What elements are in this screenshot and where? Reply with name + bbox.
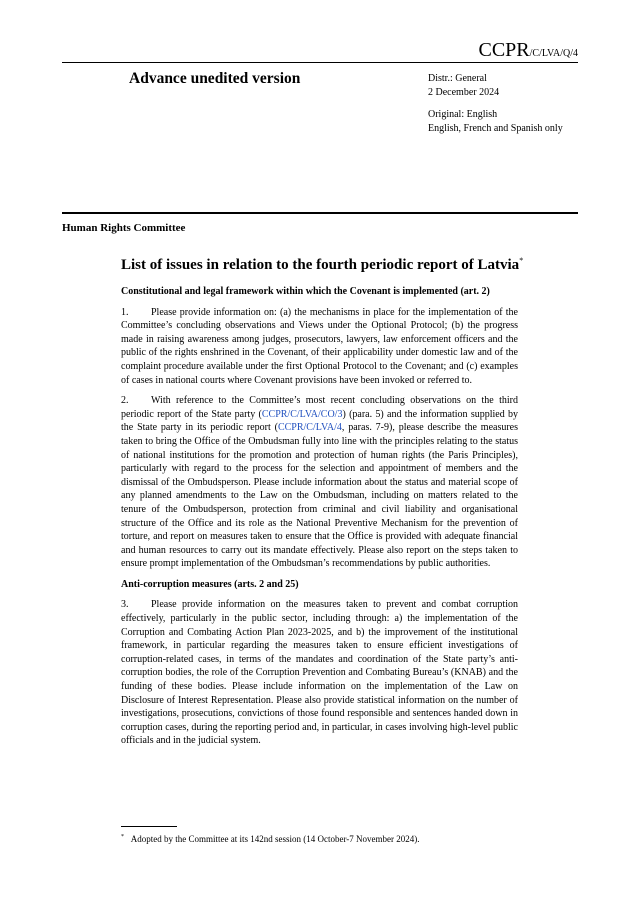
languages: English, French and Spanish only bbox=[428, 123, 563, 134]
symbol-main: CCPR bbox=[478, 39, 530, 61]
paragraph-text: Please provide information on: (a) the mechanisms in place for the implementation of the Committee’s concluding observations and Views under the Optional Protocol; (b) the progress made in raising awareness among judges, prosecutors, lawyers, law enforcement officers and the public of the rights enshrined in the Covenant, of their applicability under domestic law and of the complaint procedure available under the first Optional Protocol to the Covenant; and (c) examples of cases in national courts where Covenant provisions have been invoked or referred to. bbox=[121, 306, 518, 386]
document-date: 2 December 2024 bbox=[428, 87, 500, 98]
paragraph-3 bbox=[121, 598, 518, 748]
header-rule bbox=[62, 62, 578, 63]
title-footnote-mark[interactable]: * bbox=[519, 256, 524, 265]
distribution-block bbox=[428, 72, 563, 136]
paragraph-number: 2. bbox=[121, 395, 129, 407]
section-heading-anti-corruption: Anti-corruption measures (arts. 2 and 25) bbox=[121, 578, 299, 590]
paragraph-number: 1. bbox=[121, 306, 129, 318]
paragraph-2 bbox=[121, 394, 518, 571]
distribution-type: Distr.: General bbox=[428, 73, 487, 84]
document-symbol bbox=[478, 40, 578, 64]
link-ccpr-c-lva-co-3[interactable]: CCPR/C/LVA/CO/3 bbox=[261, 408, 343, 420]
paragraph-1 bbox=[121, 306, 518, 388]
original-language: Original: English bbox=[428, 109, 498, 120]
footnote-rule bbox=[121, 826, 177, 827]
header-thick-rule bbox=[62, 212, 578, 214]
paragraph-text: Please provide information on the measures taken to prevent and combat corruption effectively, particularly in the public sector, including through: a) the implementation of the Corruption and Combating Action Plan 2023-2025, and b) the improvement of the institutional framework, in particular regarding the measures taken to ensure efficient investigations of corruption-related cases, in terms of the mandates and coordination of the State party’s anti-corruption bodies, the role of the Corruption Prevention and Combating Bureau’s (KNAB) and the funding of these bodies. Please include information on the implementation of the Law on Disclosure of Interest Representation. Please also provide statistical information on the number of investigations, prosecutions, convictions of those found responsible and sentences handed down in corruption cases, during the reporting period and, in particular, in cases involving high-level public officials and in the judicial system. bbox=[121, 599, 518, 747]
paragraph-number: 3. bbox=[121, 599, 129, 611]
footnote-text: Adopted by the Committee at its 142nd session (14 October-7 November 2024). bbox=[130, 834, 420, 844]
document-body bbox=[121, 285, 518, 755]
page-title bbox=[121, 256, 523, 274]
footnote-mark: * bbox=[121, 834, 124, 840]
paragraph-text: With reference to the Committee’s most recent concluding observations on the third periodic report of the State party ( bbox=[121, 395, 518, 420]
footnote bbox=[121, 831, 420, 845]
symbol-sub: /C/LVA/Q/4 bbox=[529, 48, 578, 59]
committee-name: Human Rights Committee bbox=[62, 222, 186, 234]
paragraph-text: , paras. 7-9), please describe the measures taken to bring the Office of the Ombudsman fully into line with the principles relating to the status of national institutions for the promotion and protection of human rights (the Paris Principles), particularly with regard to the process for the selection and appointment of members and the dismissal of the Ombudsperson. Please include information about the status and material scope of any planned amendments to the Law on the Ombudsman, including on matters related to the tenure of the Ombudsperson, protection from criminal and civil liability and organisational structure of the Office and its role as the National Preventive Mechanism for the prevention of torture, and report on measures taken to ensure that the Office is provided with adequate financial and human resources to carry out its mandate effectively. Please also report on the steps taken to ensure prompt implementation of the Ombudsman’s recommendations by public authorities. bbox=[121, 422, 518, 570]
link-ccpr-c-lva-4[interactable]: CCPR/C/LVA/4 bbox=[277, 422, 342, 434]
section-heading-framework: Constitutional and legal framework within which the Covenant is implemented (art. 2) bbox=[121, 286, 490, 297]
title-text: List of issues in relation to the fourth periodic report of Latvia bbox=[121, 257, 520, 273]
paragraph-text: ) (para. 5) and the information supplied by the State party in its periodic report ( bbox=[121, 408, 518, 434]
advance-unedited-label: Advance unedited version bbox=[129, 70, 301, 87]
